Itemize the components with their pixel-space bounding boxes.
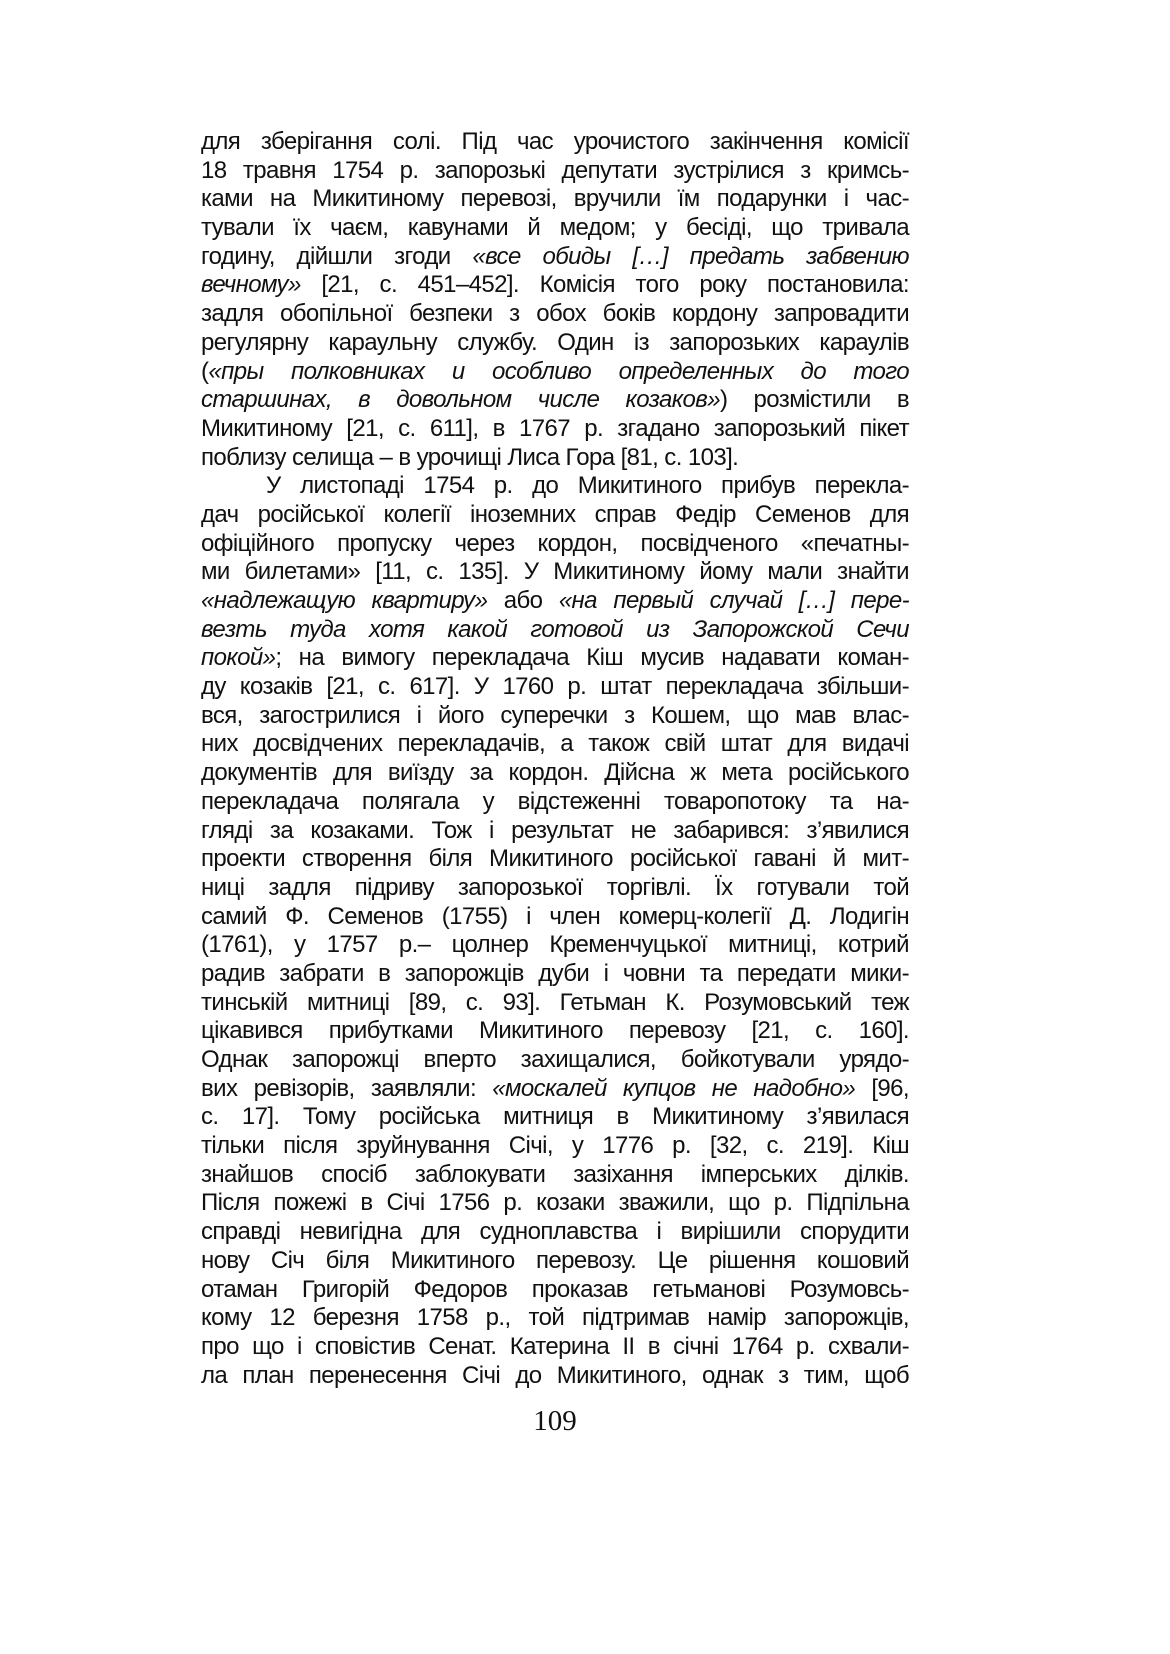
text-segment: радив забрати в запорожців дуби і човни та передати мики- — [201, 959, 909, 987]
text-segment: (1761), у 1757 р.– цолнер Кременчуцької митниці, котрий — [201, 931, 909, 959]
text-line — [201, 730, 909, 759]
text-line — [201, 1218, 909, 1247]
text-segment: регулярну караульну службу. Один із запорозьких караулів — [201, 328, 909, 356]
quoted-italic-text: «надлежащую квартиру» — [201, 587, 488, 614]
text-line — [201, 1304, 909, 1333]
text-line — [201, 1276, 909, 1305]
text-line — [201, 960, 909, 989]
text-line — [201, 759, 909, 788]
quoted-italic-text: «москалей купцов не надобно» — [492, 1074, 856, 1102]
text-line — [201, 644, 909, 673]
quoted-italic-text: «все обиды […] предать забвению — [472, 242, 909, 270]
body-text — [201, 128, 909, 1390]
text-line — [201, 157, 909, 186]
text-line — [201, 1247, 909, 1276]
text-line — [201, 1333, 909, 1362]
text-segment: 18 травня 1754 р. запорозькі депутати зустрілися з кримсь- — [201, 156, 909, 184]
text-line — [201, 1161, 909, 1190]
text-segment: поблизу селища – в урочищі Лиса Гора [81, с. 103]. — [201, 443, 739, 471]
text-segment: кому 12 березня 1758 р., той підтримав намір запорожців, — [201, 1304, 909, 1332]
text-line — [201, 788, 909, 817]
text-segment: справді невигідна для судноплавства і вирішили спорудити — [201, 1218, 909, 1246]
text-segment: вих ревізорів, заявляли: — [201, 1074, 493, 1102]
text-segment: нову Січ біля Микитиного перевозу. Це рішення кошовий — [201, 1246, 909, 1274]
text-line — [201, 214, 909, 243]
text-segment: ; на вимогу перекладача Кіш мусив надавати коман- — [275, 644, 909, 672]
text-line — [201, 501, 909, 530]
text-line — [201, 558, 909, 587]
text-line — [201, 243, 909, 272]
text-line — [201, 358, 909, 387]
text-line — [201, 415, 909, 444]
text-segment: задля обопільної безпеки з обох боків кордону запровадити — [201, 300, 909, 328]
text-segment: офіційного пропуску через кордон, посвідченого «печатны- — [201, 529, 909, 557]
text-line — [201, 1189, 909, 1218]
text-segment: вся, загострилися і його суперечки з Кошем, що мав влас- — [201, 701, 909, 729]
text-segment: Однак запорожці вперто захищалися, бойкотували урядо- — [201, 1046, 909, 1073]
quoted-italic-text: вечному» — [201, 271, 301, 299]
text-segment: них досвідчених перекладачів, а також свій штат для видачі — [201, 730, 909, 758]
text-segment: [21, с. 451–452]. Комісія того року постановила: — [300, 271, 909, 299]
text-line — [201, 587, 909, 616]
text-segment: ками на Микитиному перевозі, вручили їм подарунки і час- — [201, 185, 909, 213]
text-line — [201, 300, 909, 329]
quoted-italic-text: покой» — [201, 644, 276, 672]
text-line — [201, 1075, 909, 1104]
text-segment: знайшов спосіб заблокувати зазіхання імперських ділків. — [201, 1160, 909, 1188]
text-line — [201, 271, 909, 300]
text-segment: [96, — [855, 1074, 909, 1102]
text-segment: ) розмістили в — [719, 386, 909, 414]
quoted-italic-text: везть туда хотя какой готовой из Запорожской Сечи — [201, 615, 909, 643]
text-line — [201, 444, 909, 473]
text-segment: У листопаді 1754 р. до Микитиного прибув перекла- — [266, 472, 909, 500]
text-line — [201, 874, 909, 903]
text-segment: ду козаків [21, с. 617]. У 1760 р. штат перекладача збільши- — [201, 673, 909, 701]
text-segment: документів для виїзду за кордон. Дійсна ж мета російського — [201, 759, 909, 787]
text-line — [201, 329, 909, 358]
text-segment: Після пожежі в Січі 1756 р. козаки зважили, що р. Підпільна — [201, 1189, 909, 1217]
text-line — [201, 472, 909, 501]
text-segment: ниці задля підриву запорозької торгівлі. Їх готували той — [201, 873, 909, 901]
quoted-italic-text: старшинах, в довольном числе козаков» — [201, 386, 720, 414]
text-segment: дач російської колегії іноземних справ Федір Семенов для — [201, 500, 909, 528]
text-segment: тинській митниці [89, с. 93]. Гетьман К. Розумовський теж — [201, 988, 909, 1016]
text-line — [201, 702, 909, 731]
text-segment: Микитиному [21, с. 611], в 1767 р. згадано запорозький пікет — [201, 414, 909, 442]
text-segment: годину, дійшли згоди — [201, 242, 473, 270]
text-segment: тільки після зруйнування Січі, у 1776 р. [32, с. 219]. Кіш — [201, 1132, 909, 1160]
text-line — [201, 673, 909, 702]
text-line — [201, 128, 909, 157]
text-segment: для зберігання солі. Під час урочистого закінчення комісії — [201, 128, 909, 155]
page-number: 109 — [533, 1405, 577, 1437]
text-line — [201, 616, 909, 645]
text-line — [201, 1017, 909, 1046]
text-line — [201, 1132, 909, 1161]
text-line — [201, 845, 909, 874]
text-segment: самий Ф. Семенов (1755) і член комерц-колегії Д. Лодигін — [201, 902, 909, 930]
quoted-italic-text: «на первый случай […] пере- — [558, 587, 909, 614]
text-line — [201, 903, 909, 932]
text-segment: ми билетами» [11, с. 135]. У Микитиному йому мали знайти — [201, 558, 909, 586]
text-segment: перекладача полягала у відстеженні товаропотоку та на- — [201, 787, 909, 815]
text-segment: цікавився прибутками Микитиного перевозу [21, с. 160]. — [201, 1017, 909, 1045]
text-line — [201, 386, 909, 415]
quoted-italic-text: «пры полковниках и особливо определенных до того — [208, 357, 909, 385]
text-segment: с. 17]. Тому російська митниця в Микитиному з’явилася — [201, 1103, 909, 1131]
text-segment: про що і сповістив Сенат. Катерина II в січні 1764 р. схвали- — [201, 1332, 909, 1360]
text-line — [201, 931, 909, 960]
text-segment: ла план перенесення Січі до Микитиного, однак з тим, щоб — [201, 1361, 909, 1389]
text-line — [201, 1103, 909, 1132]
text-segment: проекти створення біля Микитиного російської гавані й мит- — [201, 845, 909, 873]
text-segment: або — [487, 587, 559, 614]
text-line — [201, 530, 909, 559]
text-segment: гляді за козаками. Тож і результат не забарився: з’явилися — [201, 816, 909, 844]
text-segment: ( — [201, 357, 209, 385]
text-line — [201, 185, 909, 214]
text-segment: отаман Григорій Федоров проказав гетьманові Розумовсь- — [201, 1275, 909, 1303]
text-line — [201, 1362, 909, 1391]
text-line — [201, 817, 909, 846]
text-line — [201, 989, 909, 1018]
text-line — [201, 1046, 909, 1075]
text-segment: тували їх чаєм, кавунами й медом; у бесіді, що тривала — [201, 214, 909, 242]
